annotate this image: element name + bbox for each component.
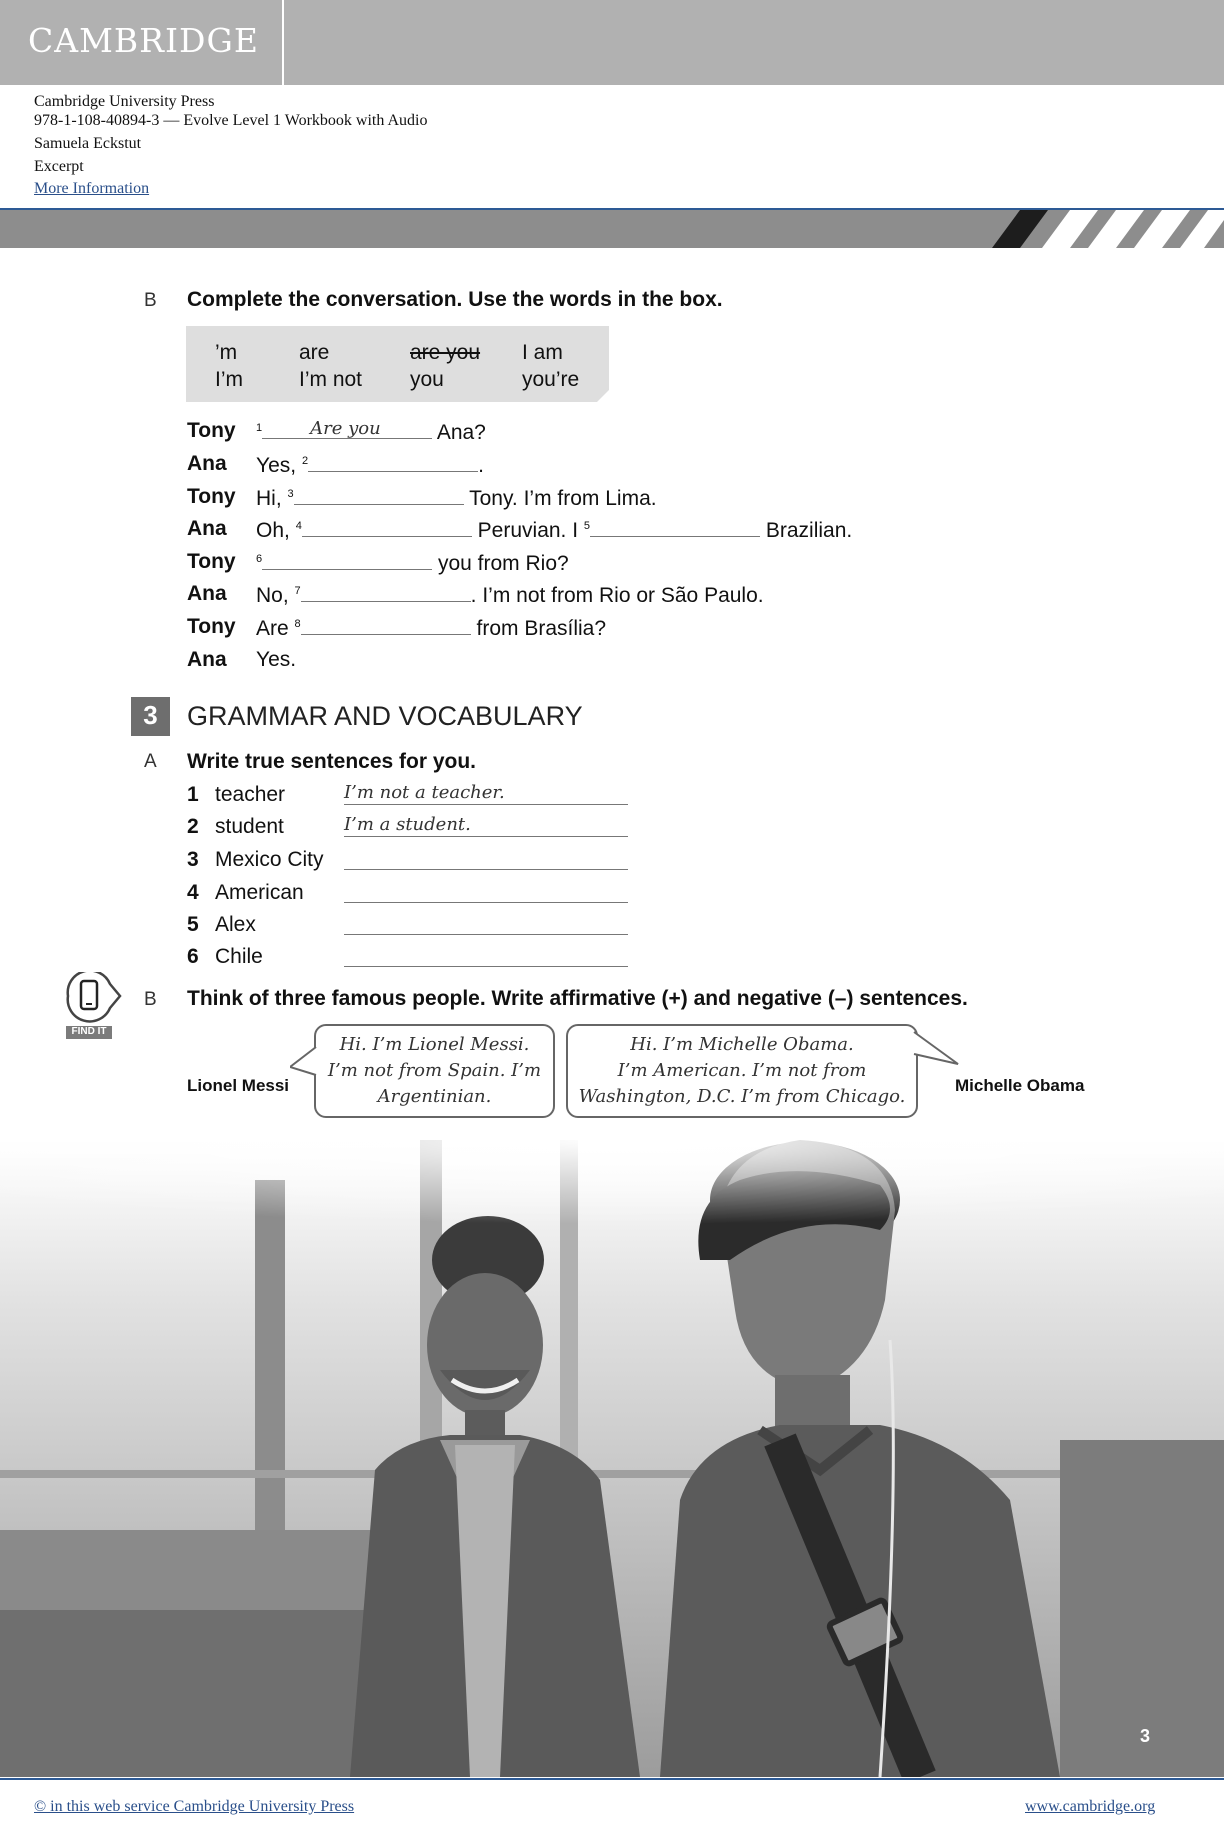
- item-number: 8: [294, 618, 301, 630]
- answer-line: [344, 814, 628, 837]
- answer-blank: [302, 518, 472, 537]
- item-word: teacher: [215, 783, 286, 806]
- word-box-item: I’m: [215, 368, 243, 391]
- footer-rule: [0, 1778, 1224, 1780]
- exercise-letter-b: B: [144, 290, 157, 311]
- line-text: Oh,: [256, 519, 290, 542]
- word-box-item: I am: [522, 341, 563, 364]
- answer-blank: [301, 616, 471, 635]
- word-box-item: I’m not: [299, 368, 363, 391]
- item-number: 6: [256, 553, 263, 565]
- dialogue-line: [256, 551, 569, 574]
- instruction-2b: Complete the conversation. Use the words in the box.: [187, 288, 723, 311]
- example-answer: I’m not a teacher.: [344, 782, 505, 803]
- answer-blank: [590, 518, 760, 537]
- dialogue-line: [256, 420, 486, 443]
- section-title: GRAMMAR AND VOCABULARY: [187, 701, 583, 731]
- left-person-name: Lionel Messi: [187, 1076, 290, 1095]
- word-box-item: are: [299, 341, 330, 364]
- example-answer: Are you: [310, 418, 381, 439]
- dialogue-line: [256, 649, 296, 670]
- line-text: No,: [256, 584, 289, 607]
- bubble-line: Washington, D.C. I’m from Chicago.: [578, 1086, 906, 1107]
- line-text: Ana?: [436, 421, 486, 444]
- item-number: 5: [583, 520, 591, 532]
- header-divider: [282, 0, 284, 85]
- speech-bubble-tail: [912, 1028, 960, 1068]
- speaker-name: Tony: [187, 419, 236, 442]
- item-number: 7: [294, 585, 301, 597]
- line-text: Are: [256, 617, 289, 640]
- exercise-letter-b2: B: [144, 989, 157, 1010]
- dialogue-line: [256, 453, 484, 476]
- speech-bubble-right: [566, 1024, 918, 1118]
- publisher-line: Cambridge University Press: [34, 93, 215, 110]
- speaker-name: Tony: [187, 550, 236, 573]
- more-information-link[interactable]: More Information: [34, 180, 150, 197]
- line-text: Peruvian. I: [477, 519, 579, 542]
- speaker-name: Tony: [187, 485, 236, 508]
- speaker-name: Ana: [187, 452, 227, 475]
- line-text: from Brasília?: [476, 617, 607, 640]
- item-number: 3: [187, 848, 199, 871]
- dialogue-line: [256, 616, 606, 639]
- bubble-line: I’m American. I’m not from: [617, 1060, 867, 1081]
- item-word: Mexico City: [215, 848, 324, 871]
- item-word: Chile: [215, 945, 263, 968]
- item-number: 4: [295, 520, 302, 532]
- speaker-name: Ana: [187, 582, 227, 605]
- item-number: 6: [187, 945, 199, 968]
- item-word: Alex: [215, 913, 256, 936]
- line-text: .: [478, 454, 484, 477]
- bubble-line: Hi. I’m Lionel Messi.: [339, 1034, 530, 1055]
- right-person-name: Michelle Obama: [955, 1076, 1085, 1095]
- answer-blank: [301, 583, 471, 602]
- find-it-label: FIND IT: [71, 1026, 107, 1037]
- bubble-line: Argentinian.: [377, 1086, 492, 1107]
- item-number: 2: [301, 455, 309, 467]
- item-number: 1: [187, 783, 199, 806]
- dialogue-line: [256, 518, 852, 541]
- item-number: 3: [287, 488, 294, 500]
- answer-blank: [262, 551, 432, 570]
- excerpt-line: Excerpt: [34, 158, 84, 175]
- bubble-line: I’m not from Spain. I’m: [327, 1060, 542, 1081]
- dialogue-line: [256, 486, 657, 509]
- exercise-letter-a: A: [144, 751, 157, 772]
- answer-line: [344, 944, 628, 967]
- speaker-name: Ana: [187, 517, 227, 540]
- item-number: 5: [187, 913, 199, 936]
- line-text: Tony. I’m from Lima.: [469, 487, 657, 510]
- speaker-name: Ana: [187, 648, 227, 671]
- item-word: student: [215, 815, 284, 838]
- instruction-3a: Write true sentences for you.: [187, 750, 477, 773]
- word-box-item-crossed: are you: [410, 341, 481, 364]
- page-number: 3: [1140, 1726, 1151, 1746]
- word-box-item: you’re: [522, 368, 580, 391]
- author-line: Samuela Eckstut: [34, 135, 142, 152]
- bubble-line: Hi. I’m Michelle Obama.: [630, 1034, 854, 1055]
- item-word: American: [215, 881, 304, 904]
- students-photo: [0, 1140, 1224, 1777]
- word-box-item: you: [410, 368, 444, 391]
- dialogue-line: [256, 583, 764, 606]
- answer-line: [344, 782, 628, 805]
- speech-bubble-left: [314, 1024, 555, 1118]
- answer-line: [344, 880, 628, 903]
- cambridge-logo: CAMBRIDGE: [28, 21, 259, 60]
- item-number: 1: [256, 422, 263, 434]
- section-number: 3: [143, 700, 158, 730]
- line-text: . I’m not from Rio or São Paulo.: [470, 584, 764, 607]
- answer-blank: [308, 453, 478, 472]
- answer-blank: [294, 486, 464, 505]
- example-answer: I’m a student.: [344, 814, 471, 835]
- line-text: Yes.: [256, 648, 297, 671]
- isbn-title-line: 978-1-108-40894-3 — Evolve Level 1 Workbook with Audio: [34, 112, 428, 129]
- line-text: Brazilian.: [765, 519, 853, 542]
- speech-bubble-tail: [290, 1045, 318, 1079]
- stripe-decoration: [970, 210, 1224, 248]
- phone-find-it-icon: [60, 972, 124, 1024]
- line-text: Hi,: [256, 487, 282, 510]
- answer-line: [344, 847, 628, 870]
- answer-blank: [262, 420, 432, 439]
- copyright-link[interactable]: © in this web service Cambridge University Press: [34, 1798, 355, 1815]
- line-text: Yes,: [256, 454, 297, 477]
- line-text: you from Rio?: [437, 552, 569, 575]
- website-link[interactable]: www.cambridge.org: [1025, 1798, 1156, 1815]
- word-box-item: ’m: [215, 341, 238, 364]
- speaker-name: Tony: [187, 615, 236, 638]
- item-number: 2: [187, 815, 199, 838]
- instruction-3b: Think of three famous people. Write affirmative (+) and negative (–) sentences.: [187, 987, 968, 1010]
- answer-line: [344, 912, 628, 935]
- item-number: 4: [187, 881, 199, 904]
